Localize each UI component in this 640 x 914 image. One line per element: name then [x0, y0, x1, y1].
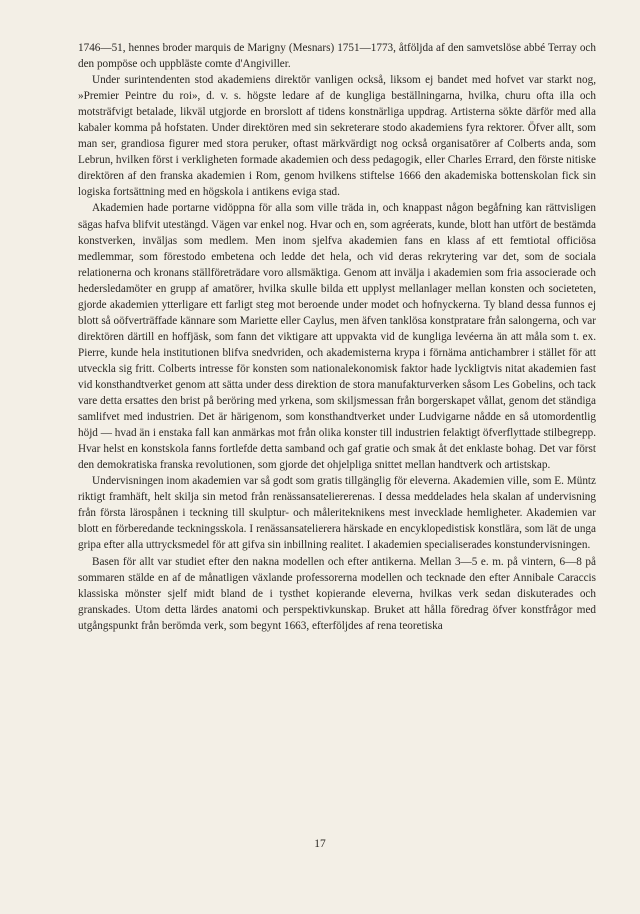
- paragraph-1: 1746—51, hennes broder marquis de Marigny (Mesnars) 1751—1773, åtföljda af den samvetslöse abbé Terray och den pompöse och uppbläste comte d'Angiviller.: [78, 42, 596, 71]
- paragraph-5: Basen för allt var studiet efter den nakna modellen och efter antikerna. Mellan 3—5 e. m. på vintern, 6—8 på sommaren stälde en af de månatligen växlande professorerna modellen och tecknade den efter Annibale Caraccis klassiska mönster sjelf midt bland de i tysthet kopierande eleverna, hvilkas verk sedan diskuterades och granskades. Utom detta lärdes anatomi och perspektivkunskap. Bruket att hålla föredrag öfver konstfrågor med utgångspunkt från berömda verk, som begynt 1663, efterföljdes af rena teoretiska: [78, 555, 596, 632]
- page-number: 17: [314, 838, 326, 850]
- paragraph-2: Under surintendenten stod akademiens direktör vanligen också, liksom ej bandet med hofvet var starkt nog, »Premier Peintre du roi», d. v. s. högste ledare af de kungliga beställningarna, hvilka, churu ofta illa och motsträfvigt betalade, likväl utgjorde en brorslott af tidens konstnärliga uppdrag. Artisterna sökte därför med alla kabaler komma på hofstaten. Under direktören med sin sekreterare stodo akademiens fyra rektorer. Öfver allt, som man ser, grandiosa figurer med stora peruker, oftast märkvärdigt nog också organisatörer af Colberts anda, som Lebrun, hvilken först i verkligheten formade akademien och dess pedagogik, eller Charles Errard, den förste nitiske direktören af den franska akademien i Rom, genom hvilkens stiftelse 1666 den akademiska bottenskolan fick sin logiska fortsättning med en högskola i antikens eviga stad.: [78, 74, 596, 199]
- paragraph-3: Akademien hade portarne vidöppna för alla som ville träda in, och knappast någon begåfning kan rättvisligen sägas hafva blifvit utestängd. Vägen var enkel nog. Hvar och en, som agréerats, kunde, blott han utfört de bestämda konstverken, inväljas som medlem. Men inom sjelfva akademien fans en klass af ett femtiotal officiösa medlemmar, som förestodo embetena och ledde det hela, och vid deras rekrytering var det, som de sociala relationerna och kronans ställföreträdare voro allsmäktiga. Genom att invälja i akademien som fria associerade och hedersledamöter en grupp af amatörer, hvilka skulle bilda ett upplyst mellanlager mellan konsten och societeten, gjorde akademien ytterligare ett farligt steg mot beroende under modet och hofnyckerna. Ty bland dessa funnos ej blott så oöfverträffade kännare som Mariette eller Caylus, men äfven tanklösa konstpratare från salongerna, och var direktören därtill en hoffjäsk, som fann det viktigare att uppvakta vid de kungliga levéerna än att måla som t. ex. Pierre, kunde hela institutionen blifva snedvriden, och akademisterna krypa i förnäma antichambrer i stället för att utveckla sig fritt. Colberts intresse för konsten som nationalekonomisk faktor hade lyckligtvis nitat akademien fast vid konsthandtverket genom att sätta under dess direktion de stora manufakturverken såsom Les Gobelins, och tack vare detta ersattes den brist på beröring med yrkena, som skiljsmessan från borgerskapet vållat, genom det ständiga samlifvet med industrien. Det är härigenom, som konsthandtverket under Ludvigarne nådde en så utomordentlig höjd — hvad än i enstaka fall kan anmärkas mot från olika konster till industrien felaktigt öfverflyttade stilbegrepp. Hvar helst en konstskola fanns fortlefde detta samband och gaf gratie och smak åt det enklaste bohag. Det var först den demokratiska franska revolutionen, som gjorde det ohjelpliga snittet mellan handtverk och artistskap.: [78, 202, 596, 472]
- page-text-column: [78, 40, 596, 634]
- paragraph-4: Undervisningen inom akademien var så godt som gratis tillgänglig för eleverna. Akademien ville, som E. Müntz riktigt framhäft, helt skilja sin metod från renässansateliererenas. I dessa meddelades hela skalan af undervisning från första lärospånen i teckning till skulptur- och måleriteknikens mest invecklade hemligheter. Akademien var blott en förberedande teckningsskola. I renässansatelierera härskade en encyklopedistisk konstlära, som lät de unga gripa efter alla uttrycksmedel för att gifva sin inbillning realitet. I akademien specialiserades konstundervisningen.: [78, 475, 596, 552]
